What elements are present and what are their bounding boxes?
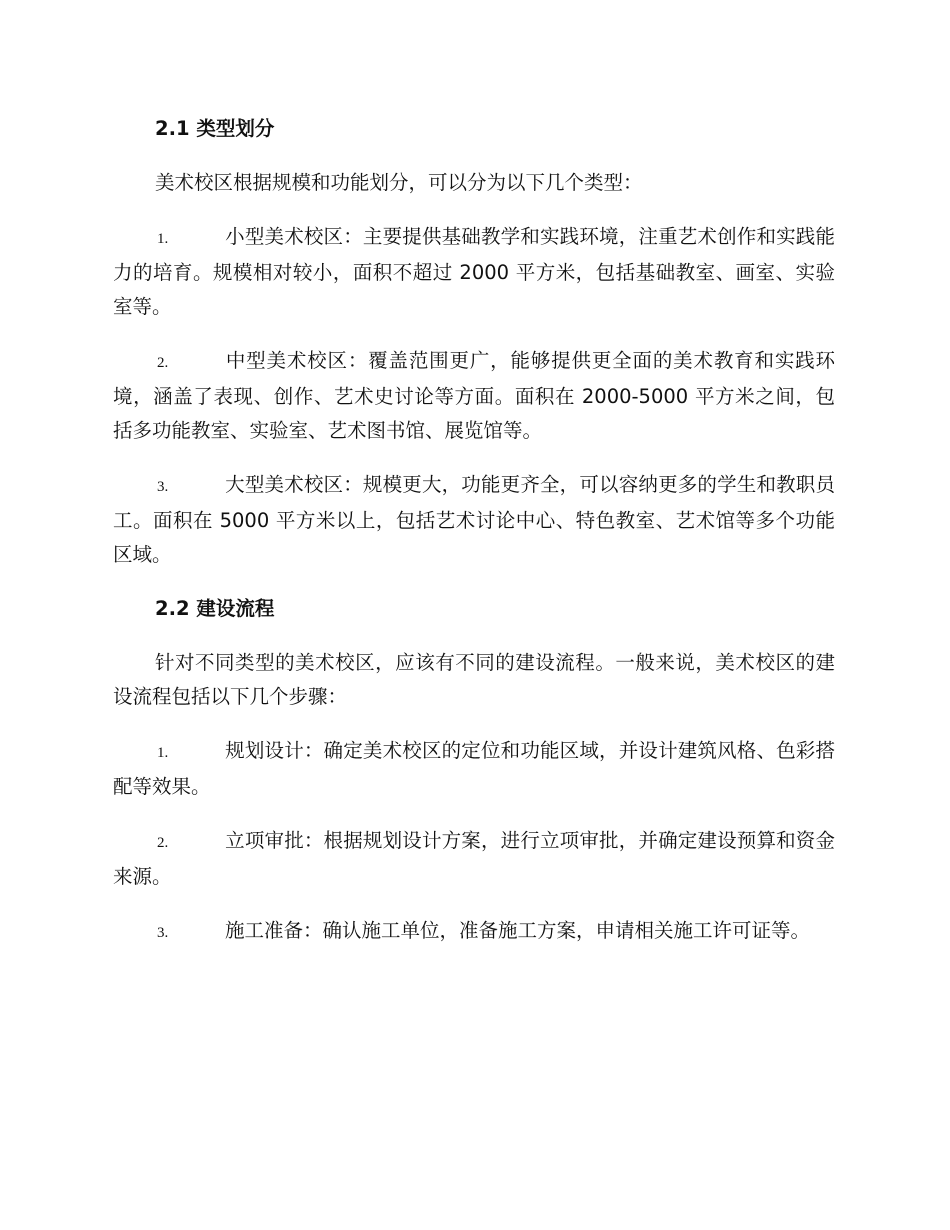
section-heading-types: 2.1 类型划分 xyxy=(155,117,275,140)
list-item xyxy=(113,914,835,950)
list-item xyxy=(113,220,835,324)
list-number: 1. xyxy=(157,231,169,247)
section-intro-types: 美术校区根据规模和功能划分，可以分为以下几个类型： xyxy=(155,171,643,194)
list-item-text: 中型美术校区：覆盖范围更广，能够提供更全面的美术教育和实践环境，涵盖了表现、创作、艺术史讨论等方面。面积在 2000-5000 平方米之间，包括多功能教室、实验室、艺术图书馆、展览馆等。 xyxy=(113,349,835,442)
list-number: 2. xyxy=(157,835,169,851)
list-item xyxy=(113,344,835,448)
list-item-text: 施工准备：确认施工单位，准备施工方案，申请相关施工许可证等。 xyxy=(225,919,811,942)
list-item-text: 大型美术校区：规模更大，功能更齐全，可以容纳更多的学生和教职员工。面积在 5000 平方米以上，包括艺术讨论中心、特色教室、艺术馆等多个功能区域。 xyxy=(113,473,835,566)
section-intro-process: 针对不同类型的美术校区，应该有不同的建设流程。一般来说，美术校区的建设流程包括以下几个步骤： xyxy=(113,651,835,708)
list-item-text: 立项审批：根据规划设计方案，进行立项审批，并确定建设预算和资金来源。 xyxy=(113,829,835,888)
section-heading-process: 2.2 建设流程 xyxy=(155,597,275,620)
list-number: 2. xyxy=(157,355,169,371)
list-item-text: 规划设计：确定美术校区的定位和功能区域，并设计建筑风格、色彩搭配等效果。 xyxy=(113,739,835,798)
list-item xyxy=(113,468,835,572)
list-item xyxy=(113,734,835,804)
document-body xyxy=(113,112,835,970)
list-number: 1. xyxy=(157,745,169,761)
list-number: 3. xyxy=(157,925,169,941)
list-number: 3. xyxy=(157,479,169,495)
list-item xyxy=(113,824,835,894)
list-item-text: 小型美术校区：主要提供基础教学和实践环境，注重艺术创作和实践能力的培育。规模相对较小，面积不超过 2000 平方米，包括基础教室、画室、实验室等。 xyxy=(113,225,835,318)
